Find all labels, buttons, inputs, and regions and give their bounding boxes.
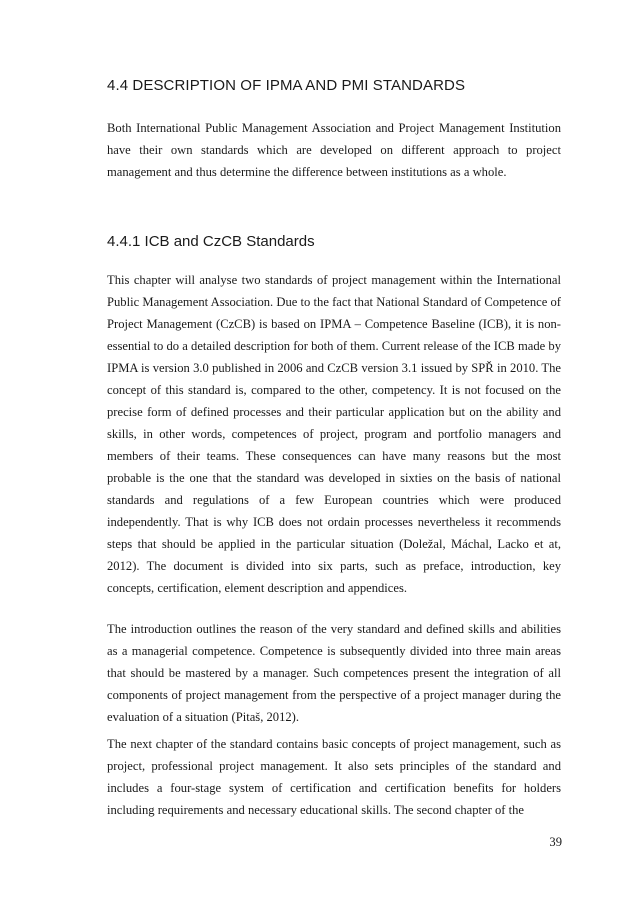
section-heading: 4.4 DESCRIPTION OF IPMA AND PMI STANDARDS (107, 77, 466, 94)
body-paragraph-3: The next chapter of the standard contains basic concepts of project management, such as project, professional project management. It also sets principles of the standard and includes a four-stage system of certification and certification benefits for holders including requirements and necessary educational skills. The second chapter of the (107, 737, 561, 817)
page-number: 39 (549, 835, 562, 849)
body-paragraph-2: The introduction outlines the reason of the very standard and defined skills and abilities as a managerial competence. Competence is subsequently divided into three main areas that should be mastered by a manager. Such competences present the integration of all components of project management from the perspective of a project manager during the evaluation of a situation (Pitaš, 2012). (107, 622, 561, 724)
subsection-heading: 4.4.1 ICB and CzCB Standards (107, 233, 315, 250)
section-intro-paragraph: Both International Public Management Association and Project Management Institution have their own standards which are developed on different approach to project management and thus determine the difference between institutions as a whole. (107, 121, 561, 179)
body-paragraph-1: This chapter will analyse two standards of project management within the International Public Management Association. Due to the fact that National Standard of Competence of Project Management (CzCB) is based on IPMA – Competence Baseline (ICB), it is non-essential to do a detailed description for both of them. Current release of the ICB made by IPMA is version 3.0 published in 2006 and CzCB version 3.1 issued by SPŘ in 2010. The concept of this standard is, compared to the other, competency. It is not focused on the precise form of defined processes and their particular application but on the ability and skills, in other words, competences of project, program and portfolio managers and members of their teams. These consequences can have many reasons but the most probable is the one that the standard was developed in sixties on the basis of national standards and regulations of a few European countries which were produced independently. That is why ICB does not ordain processes nevertheless it recommends steps that should be applied in the particular situation (Doležal, Máchal, Lacko et at, 2012). The document is divided into six parts, such as preface, introduction, key concepts, certification, element description and appendices. (107, 273, 561, 595)
